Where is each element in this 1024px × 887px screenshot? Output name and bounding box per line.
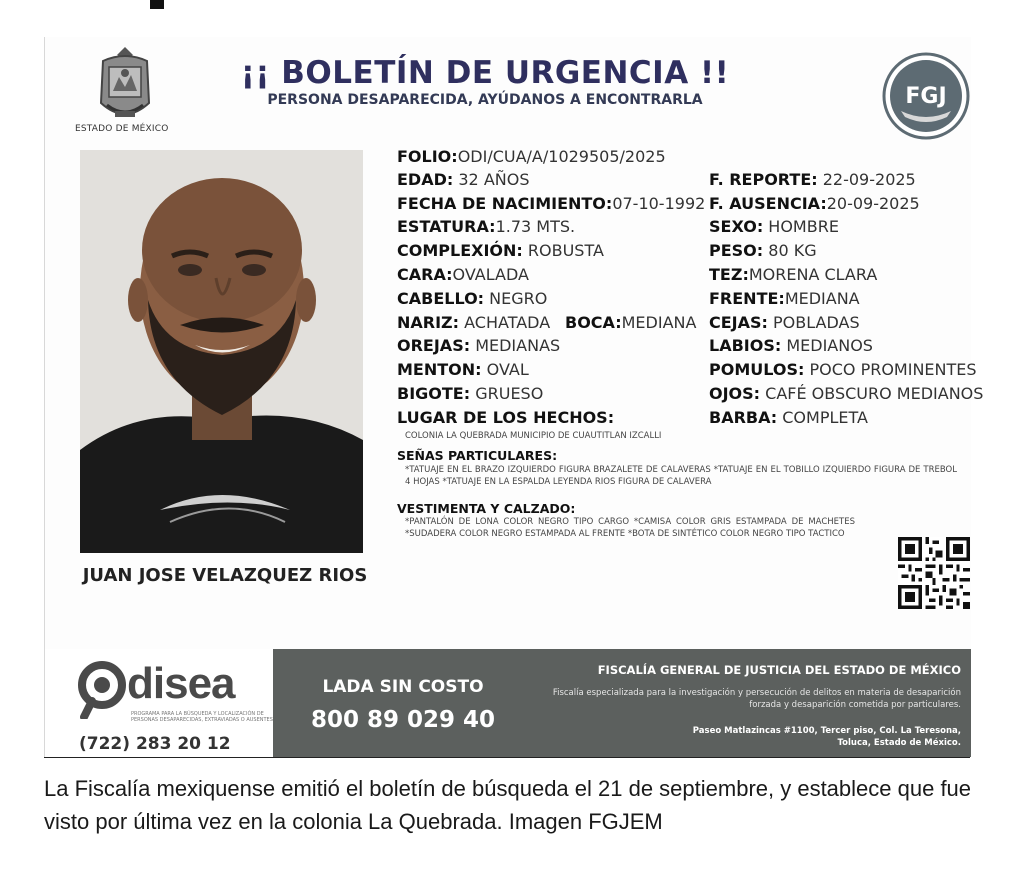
field-label: BARBA: xyxy=(709,408,778,427)
field-f-ausencia xyxy=(709,194,920,213)
odisea-logo xyxy=(75,657,275,723)
field-label: PESO: xyxy=(709,241,764,260)
field-label: OJOS: xyxy=(709,384,761,403)
qr-code-icon[interactable] xyxy=(898,537,970,609)
field-value: COMPLETA xyxy=(777,408,868,427)
field-label: CABELLO: xyxy=(397,289,485,308)
fiscalia-address-line-2: Toluca, Estado de México. xyxy=(837,738,961,748)
field-lugar xyxy=(397,408,614,427)
field-label: F. AUSENCIA: xyxy=(709,194,827,213)
field-label: OREJAS: xyxy=(397,336,471,355)
field-label: BIGOTE: xyxy=(397,384,471,403)
field-label: POMULOS: xyxy=(709,360,805,379)
field-label: F. REPORTE: xyxy=(709,170,818,189)
field-cara xyxy=(397,265,529,284)
fiscalia-description: Fiscalía especializada para la investigación y persecución de delitos en materia de desaparición forzada y desaparición cometida por particulares. xyxy=(552,688,961,710)
field-value: 22-09-2025 xyxy=(817,170,916,189)
field-value: NEGRO xyxy=(484,289,548,308)
field-label: SEXO: xyxy=(709,217,764,236)
field-value: MORENA CLARA xyxy=(748,265,878,284)
seal-caption: ESTADO DE MÉXICO xyxy=(75,124,169,134)
field-boca xyxy=(565,313,696,332)
odisea-wordmark: disea xyxy=(127,659,235,708)
field-f-reporte xyxy=(709,170,916,189)
field-value: ROBUSTA xyxy=(522,241,604,260)
field-label: TEZ: xyxy=(709,265,749,284)
field-value: MEDIANA xyxy=(784,289,860,308)
state-seal-icon xyxy=(89,45,161,129)
field-value: OVALADA xyxy=(452,265,529,284)
vestimenta-title: VESTIMENTA Y CALZADO: xyxy=(397,501,576,516)
field-edad xyxy=(397,170,529,189)
odisea-phone: (722) 283 20 12 xyxy=(79,734,231,754)
field-barba xyxy=(709,408,868,427)
bulletin-subtitle: PERSONA DESAPARECIDA, AYÚDANOS A ENCONTRARLA xyxy=(267,92,703,108)
field-labios xyxy=(709,336,873,355)
field-value: MEDIANAS xyxy=(470,336,561,355)
odisea-program-text: PROGRAMA PARA LA BÚSQUEDA Y LOCALIZACIÓN DE PERSONAS DESAPARECIDAS, EXTRAVIADAS O AUSENTES xyxy=(131,711,273,723)
field-menton xyxy=(397,360,529,379)
fiscalia-address xyxy=(531,725,961,749)
field-label: CARA: xyxy=(397,265,453,284)
field-estatura xyxy=(397,217,575,236)
field-value: MEDIANA xyxy=(621,313,697,332)
person-name: JUAN JOSE VELAZQUEZ RIOS xyxy=(82,565,368,586)
field-label: BOCA: xyxy=(565,313,622,332)
field-bigote xyxy=(397,384,543,403)
field-lugar-value: COLONIA LA QUEBRADA MUNICIPIO DE CUAUTITLAN IZCALLI xyxy=(405,431,662,441)
field-label: CEJAS: xyxy=(709,313,768,332)
field-orejas xyxy=(397,336,560,355)
field-folio xyxy=(397,147,666,166)
fiscalia-footer xyxy=(273,649,971,757)
field-tez xyxy=(709,265,877,284)
odisea-location-pin-icon xyxy=(75,661,129,719)
fiscalia-title: FISCALÍA GENERAL DE JUSTICIA DEL ESTADO DE MÉXICO xyxy=(597,663,961,677)
field-label: LUGAR DE LOS HECHOS: xyxy=(397,408,615,427)
field-label: MENTON: xyxy=(397,360,482,379)
person-photo xyxy=(80,150,363,553)
lada-phone-number: 800 89 029 40 xyxy=(310,707,496,733)
field-label: FRENTE: xyxy=(709,289,785,308)
field-sexo xyxy=(709,217,839,236)
vestimenta-text: *PANTALÓN DE LONA COLOR NEGRO TIPO CARGO *CAMISA COLOR GRIS ESTAMPADA DE MACHETES *SUDADERA COLOR NEGRO ESTAMPADA AL FRENTE *BOTA DE SINTÉTICO COLOR NEGRO TIPO TACTICO xyxy=(405,517,855,539)
field-nariz xyxy=(397,313,550,332)
field-nacimiento xyxy=(397,194,705,213)
field-value: 1.73 MTS. xyxy=(495,217,576,236)
lada-sin-costo-label: LADA SIN COSTO xyxy=(322,677,484,697)
field-cabello xyxy=(397,289,547,308)
senas-title: SEÑAS PARTICULARES: xyxy=(397,448,558,463)
field-label: FOLIO: xyxy=(397,147,458,166)
fgj-logo-icon xyxy=(881,51,971,141)
field-value: ACHATADA xyxy=(459,313,551,332)
image-bottom-rule xyxy=(44,757,970,758)
field-label: ESTATURA: xyxy=(397,217,496,236)
field-value: POBLADAS xyxy=(767,313,860,332)
field-value: MEDIANOS xyxy=(781,336,873,355)
field-value: OVAL xyxy=(481,360,529,379)
field-label: COMPLEXIÓN: xyxy=(397,241,523,260)
field-value: 07-10-1992 xyxy=(612,194,706,213)
field-value: POCO PROMINENTES xyxy=(804,360,977,379)
image-caption: La Fiscalía mexiquense emitió el boletín de búsqueda el 21 de septiembre, y establece que fue visto por última vez en la colonia La Quebrada. Imagen FGJEM xyxy=(44,776,972,834)
field-label: EDAD: xyxy=(397,170,454,189)
field-value: 20-09-2025 xyxy=(826,194,920,213)
field-value: GRUESO xyxy=(470,384,544,403)
field-cejas xyxy=(709,313,860,332)
bulletin-title: ¡¡ BOLETÍN DE URGENCIA !! xyxy=(240,55,730,91)
fgj-logo-text: FGJ xyxy=(905,84,947,109)
senas-text: *TATUAJE EN EL BRAZO IZQUIERDO FIGURA BRAZALETE DE CALAVERAS *TATUAJE EN EL TOBILLO IZQUIERDO FIGURA DE TREBOL 4 HOJAS *TATUAJE EN LA ESPALDA LEYENDA RIOS FIGURA DE CALAVERA xyxy=(405,465,957,487)
field-complexion xyxy=(397,241,604,260)
field-frente xyxy=(709,289,860,308)
field-value: ODI/CUA/A/1029505/2025 xyxy=(457,147,666,166)
fiscalia-address-line-1: Paseo Matlazincas #1100, Tercer piso, Col. La Teresona, xyxy=(692,726,961,736)
field-value: CAFÉ OBSCURO MEDIANOS xyxy=(760,384,984,403)
cropped-heading-fragment xyxy=(150,0,164,9)
field-peso xyxy=(709,241,817,260)
field-label: NARIZ: xyxy=(397,313,460,332)
field-value: 32 AÑOS xyxy=(453,170,530,189)
urgency-bulletin xyxy=(44,37,984,757)
field-label: LABIOS: xyxy=(709,336,782,355)
field-ojos xyxy=(709,384,983,403)
field-value: HOMBRE xyxy=(763,217,839,236)
field-value: 80 KG xyxy=(763,241,817,260)
odisea-footer xyxy=(45,649,273,757)
field-label: FECHA DE NACIMIENTO: xyxy=(397,194,613,213)
field-pomulos xyxy=(709,360,977,379)
